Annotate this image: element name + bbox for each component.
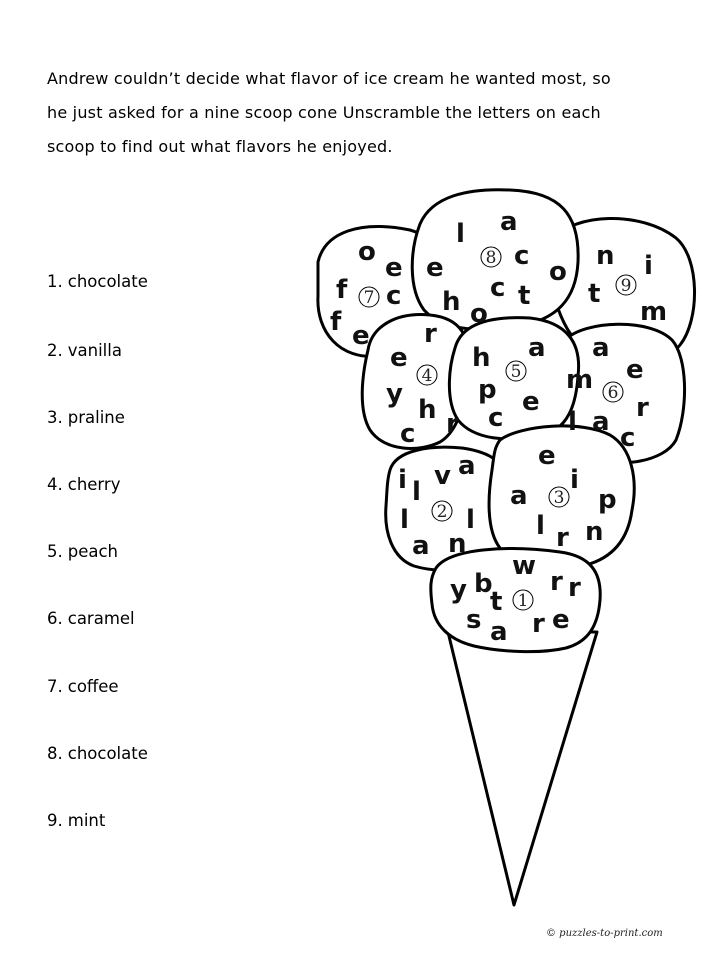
answer-text: mint: [67, 811, 106, 830]
answer-number: 8.: [47, 744, 63, 763]
scoop-letter: c: [400, 419, 416, 449]
scoop-letter: r: [550, 567, 563, 597]
scoop-letter: r: [532, 609, 545, 639]
scoop-letter: a: [500, 207, 518, 237]
scoop-letter: c: [488, 403, 504, 433]
scoop-letter: b: [474, 569, 493, 599]
scoop-letter: h: [418, 395, 437, 425]
answer-text: cherry: [67, 475, 121, 494]
scoop-letter: o: [549, 257, 567, 287]
scoop-letter: r: [568, 573, 581, 603]
scoop-letter: f: [336, 275, 348, 305]
scoop-letter: a: [412, 531, 430, 561]
scoop-letter: e: [390, 343, 408, 373]
scoop-letter: m: [640, 297, 668, 327]
scoop-letter: l: [400, 505, 409, 535]
scoop-letter: h: [442, 287, 461, 317]
copyright-notice: © puzzles-to-print.com: [546, 928, 663, 939]
scoop-letter: p: [478, 375, 497, 405]
scoop-letter: a: [510, 481, 528, 511]
scoop-letter: s: [466, 605, 482, 635]
scoop-number: 8: [485, 248, 497, 268]
scoop-letter: t: [588, 279, 601, 309]
answer-number: 9.: [47, 811, 63, 830]
scoop-letter: o: [470, 299, 488, 329]
answer-text: coffee: [67, 677, 119, 696]
scoop-letter: l: [536, 511, 545, 541]
scoop-letter: a: [458, 451, 476, 481]
scoop-letter: a: [490, 617, 508, 647]
answer-number: 3.: [47, 408, 63, 427]
scoop-number: 2: [436, 502, 448, 522]
scoop-letter: r: [424, 319, 437, 349]
scoop-letter: m: [566, 365, 594, 395]
scoop-letter: e: [552, 605, 570, 635]
scoop-letter: c: [386, 281, 402, 311]
scoop-letter: l: [456, 219, 465, 249]
scoop-number: 7: [363, 288, 375, 308]
instructions-line-3: scoop to find out what flavors he enjoyed.: [47, 137, 393, 156]
scoop-number: 6: [607, 383, 619, 403]
answer-number: 1.: [47, 272, 63, 291]
scoop-letter: r: [446, 409, 459, 439]
scoop-letter: c: [620, 423, 636, 453]
scoop-letter: l: [568, 407, 577, 437]
scoop-letter: e: [426, 253, 444, 283]
scoop-letter: a: [528, 333, 546, 363]
scoop-letter: p: [598, 485, 617, 515]
scoop-letter: y: [386, 379, 403, 409]
instructions-line-2: he just asked for a nine scoop cone Unscramble the letters on each: [47, 103, 601, 122]
answer-text: praline: [67, 408, 125, 427]
scoop-letter: e: [522, 387, 540, 417]
scoop-letter: c: [490, 273, 506, 303]
answer-number: 4.: [47, 475, 63, 494]
scoop-letter: f: [330, 307, 342, 337]
instructions-line-1: Andrew couldn’t decide what flavor of ice cream he wanted most, so: [47, 69, 611, 88]
scoop-number: 1: [517, 591, 529, 611]
answer-text: chocolate: [67, 272, 148, 291]
scoop-letter: r: [556, 523, 569, 553]
answer-number: 2.: [47, 341, 63, 360]
scoop-letter: e: [385, 253, 403, 283]
scoop-letter: n: [596, 241, 615, 271]
scoop-letter: v: [434, 461, 451, 491]
answer-text: caramel: [67, 609, 135, 628]
scoop-letter: e: [626, 355, 644, 385]
answer-number: 7.: [47, 677, 63, 696]
answer-text: chocolate: [67, 744, 148, 763]
scoop-letter: i: [398, 465, 407, 495]
scoop-letter: e: [538, 441, 556, 471]
scoop-letter: h: [472, 343, 491, 373]
scoop-letter: i: [644, 251, 653, 281]
scoop-letter: w: [512, 551, 537, 581]
scoop-number: 3: [553, 488, 565, 508]
scoop-letter: a: [592, 333, 610, 363]
scoop-letter: i: [570, 465, 579, 495]
scoop-letter: y: [450, 575, 467, 605]
scoop-letter: r: [636, 393, 649, 423]
answer-text: peach: [67, 542, 119, 561]
scoop-letter: t: [518, 281, 531, 311]
scoop-letter: n: [448, 529, 467, 559]
scoop-letter: l: [466, 505, 475, 535]
scoop-number: 9: [620, 276, 632, 296]
answer-number: 6.: [47, 609, 63, 628]
scoop-letter: a: [592, 407, 610, 437]
scoop-letter: n: [585, 517, 604, 547]
scoop-letter: t: [490, 587, 503, 617]
scoop-letter: e: [352, 321, 370, 351]
scoop-number: 5: [510, 362, 522, 382]
scoop-letter: o: [358, 237, 376, 267]
scoop-letter: l: [412, 477, 421, 507]
answer-text: vanilla: [67, 341, 122, 360]
answer-number: 5.: [47, 542, 63, 561]
scoop-number: 4: [421, 366, 433, 386]
scoop-letter: c: [514, 241, 530, 271]
cone: [448, 632, 597, 905]
